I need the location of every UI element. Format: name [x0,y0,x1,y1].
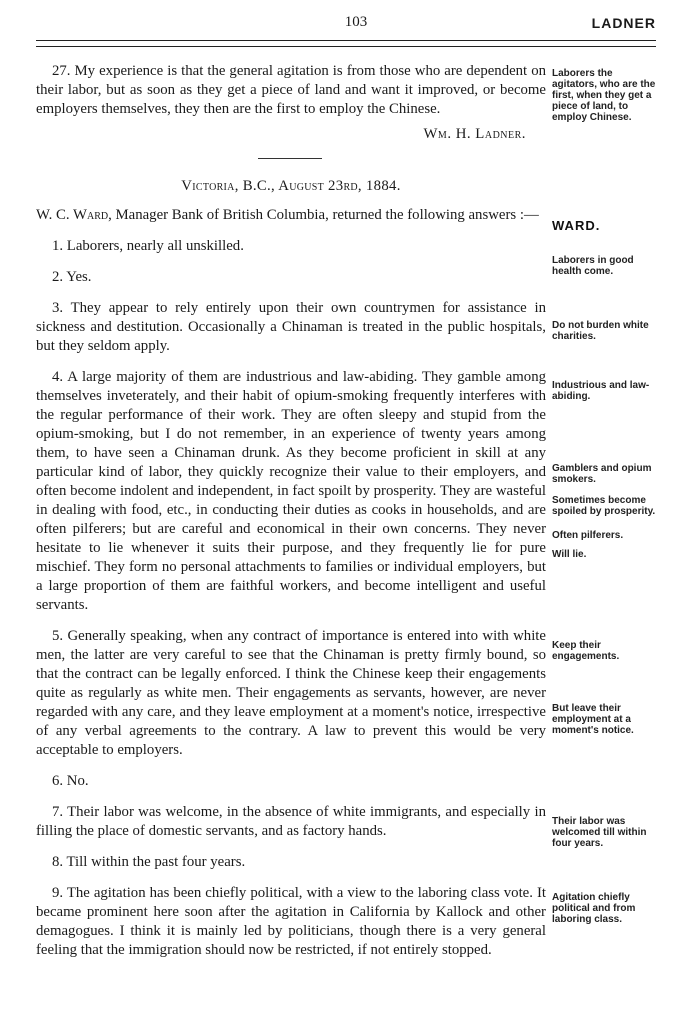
margin-head-ward: WARD. [552,218,601,233]
margin-note-engagements: Keep their engagements. [552,640,620,662]
margin-note-lie: Will lie. [552,549,587,560]
margin-note-industrious: Industrious and law-abiding. [552,380,650,402]
answer-6: 6. No. [52,773,89,789]
witness-name: W. C. Ward [36,207,109,223]
answer-1: 1. Laborers, nearly all unskilled. [52,238,244,254]
answer-2: 2. Yes. [52,269,92,285]
margin-note-labor-welcomed: Their labor was welcomed till within four years. [552,816,647,849]
margin-note-gamblers: Gamblers and opium smokers. [552,463,652,485]
answer-3: 3. They appear to rely entirely upon their own countrymen for assistance in sickness and destitution. Occasionally a Chinaman is treated in the public hospitals, but they seldom apply. [36,300,546,354]
margin-note-prosperity: Sometimes become spoiled by prosperity. [552,495,656,517]
margin-note-good-health: Laborers in good health come. [552,255,634,277]
witness-intro-text: , Manager Bank of British Columbia, returned the following answers :— [108,207,539,223]
answer-8: 8. Till within the past four years. [52,854,246,870]
section-separator [258,158,322,159]
margin-note-laborers-agitators: Laborers the agitators, who are the first, when they get a piece of land, to employ Chinese. [552,68,656,123]
main-text-column [36,62,546,960]
answer-5: 5. Generally speaking, when any contract of importance is entered into with white men, the latter are very careful to see that the Chinaman is pretty firmly bound, so that the contract can be legally enforced. I think the Chinese keep their engagements quite as regularly as white men. Their engagements as servants, however, are never regarded with any care, and they leave employment at a moment's notice, irrespective of any verbal agreements to the contrary. A law to prevent this would be very acceptable to employers. [36,628,546,758]
header-rule-double [36,46,656,47]
margin-note-leave-employment: But leave their employment at a moment's notice. [552,703,634,736]
header-rule [36,40,656,41]
answer-27: 27. My experience is that the general agitation is from those who are dependent on their labor, but as soon as they get a piece of land and want it improved, or become employers themselves, they then are the first to employ the Chinese. [36,63,546,117]
running-head: LADNER [591,15,656,31]
answer-4: 4. A large majority of them are industrious and law-abiding. They gamble among themselves inveterately, and their habit of opium-smoking frequently interferes with the regular performance of their work. They are often sleepy and stupid from the opium-smoking, but I do not remember, in an experience of twenty years among them, to have seen a Chinaman drunk. As they become proficient in skill at any particular kind of labor, they quickly recognize their value to their employers, and often become indolent and independent, in fact spoilt by prosperity. They are wasteful in dealing with food, etc., in conducting their duties as cooks in households, and are often pilferers; but are careful and economical in their own concerns. They never hesitate to lie whenever it suits their purpose, and they frequently lie for pure mischief. They form no personal attachments to families or individual employers, but a large proportion of them are faithful workers, and become intelligent and useful servants. [36,369,546,613]
signature: Wm. H. Ladner. [423,126,526,142]
answer-7: 7. Their labor was welcome, in the absence of white immigrants, and especially in filling the place of domestic servants, and as factory hands. [36,804,546,839]
witness-intro [36,206,546,225]
margin-note-charities: Do not burden white charities. [552,320,649,342]
page-number: 103 [344,14,368,30]
margin-note-pilferers: Often pilferers. [552,530,624,541]
page-header [36,14,656,36]
answer-9: 9. The agitation has been chiefly political, with a view to the laboring class vote. It became prominent here soon after the agitation in California by Kallock and other demagogues. I think it is mainly led by politicians, though there is a very general feeling that the immigration should now be restricted, if not entirely stopped. [36,885,546,958]
margin-note-agitation: Agitation chiefly political and from laboring class. [552,892,636,925]
dateline: Victoria, B.C., August 23rd, 1884. [181,178,401,194]
